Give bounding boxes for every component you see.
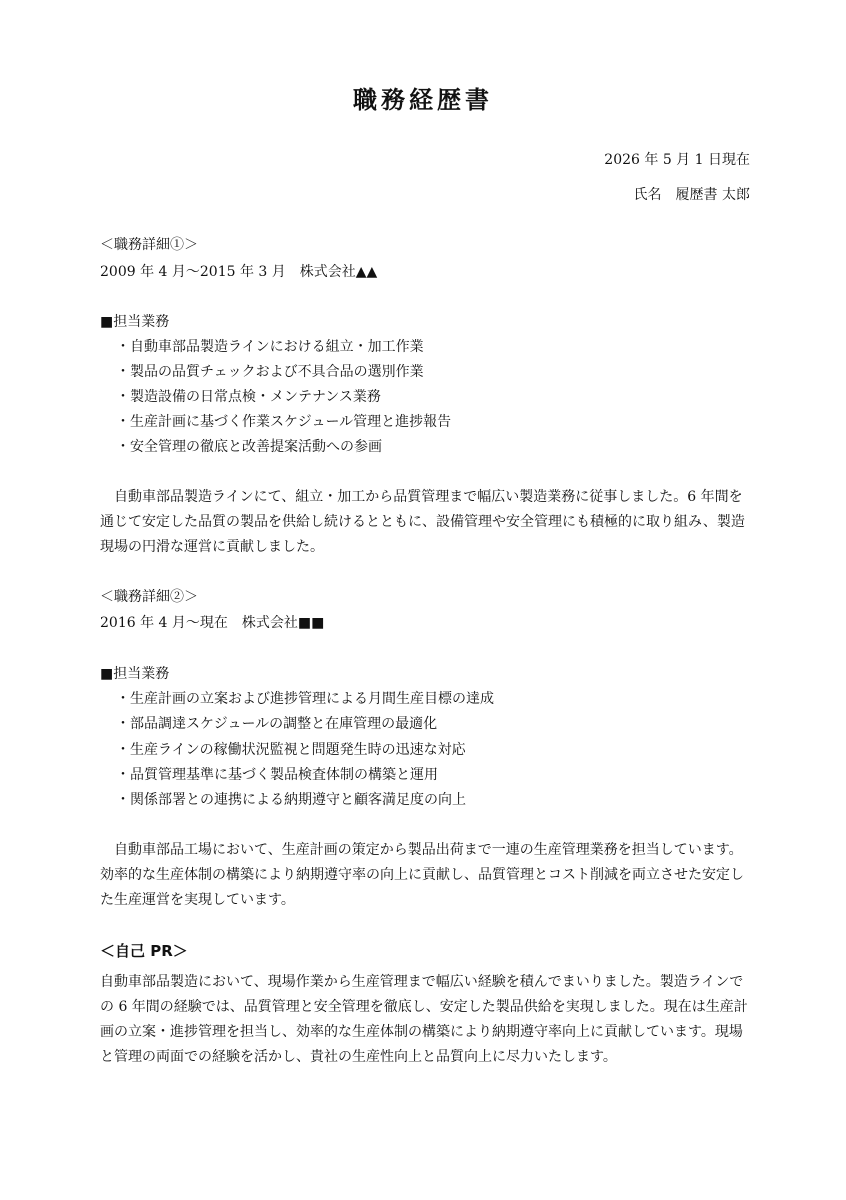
- job2-duty-item: ・部品調達スケジュールの調整と在庫管理の最適化: [116, 716, 438, 732]
- job2-duty-item: ・生産計画の立案および進捗管理による月間生産目標の達成: [116, 691, 494, 707]
- job1-duty-item: ・製造設備の日常点検・メンテナンス業務: [116, 389, 381, 405]
- job2-duties-heading: ■担当業務: [100, 666, 170, 682]
- job2-summary: [100, 838, 748, 913]
- job2-duty-item: ・生産ラインの稼働状況監視と問題発生時の迅速な対応: [116, 742, 466, 758]
- job1-duties-heading: ■担当業務: [100, 314, 170, 330]
- job1-duty-item: ・製品の品質チェックおよび不具合品の選別作業: [116, 364, 424, 380]
- job1-summary-text: 自動車部品製造ラインにて、組立・加工から品質管理まで幅広い製造業務に従事しました。6 年間を通じて安定した品質の製品を供給し続けるとともに、設備管理や安全管理にも積極的に取り組み、製造現場の円滑な運営に貢献しました。: [100, 489, 745, 555]
- self-pr-heading: ＜自己 PR＞: [100, 942, 188, 960]
- job1-duty-item: ・自動車部品製造ラインにおける組立・加工作業: [116, 339, 424, 355]
- job1-duty-item: ・生産計画に基づく作業スケジュール管理と進捗報告: [116, 414, 452, 430]
- self-pr-text: 自動車部品製造において、現場作業から生産管理まで幅広い経験を積んでまいりました。製造ラインでの 6 年間の経験では、品質管理と安全管理を徹底し、安定した製品供給を実現しました。現在は生産計画の立案・進捗管理を担当し、効率的な生産体制の構築により納期遵守率向上に貢献しています。現場と管理の両面での経験を活かし、貴社の生産性向上と品質向上に尽力いたします。: [100, 974, 748, 1065]
- document-date: 2026 年 5 月 1 日現在: [604, 152, 750, 168]
- job2-summary-text: 自動車部品工場において、生産計画の策定から製品出荷まで一連の生産管理業務を担当しています。効率的な生産体制の構築により納期遵守率の向上に貢献し、品質管理とコスト削減を両立させた安定した生産運営を実現しています。: [100, 842, 744, 908]
- job2-heading: ＜職務詳細②＞: [100, 589, 198, 605]
- document-title: 職務経歴書: [353, 86, 493, 114]
- job1-summary: [100, 485, 748, 560]
- job1-period: 2009 年 4 月～2015 年 3 月 株式会社▲▲: [100, 264, 378, 280]
- job1-heading: ＜職務詳細①＞: [100, 237, 198, 253]
- job1-duty-item: ・安全管理の徹底と改善提案活動への参画: [116, 439, 382, 455]
- job2-period: 2016 年 4 月～現在 株式会社■■: [100, 615, 325, 631]
- self-pr-body: [100, 970, 748, 1070]
- applicant-name: 氏名 履歴書 太郎: [633, 187, 750, 203]
- job2-duty-item: ・品質管理基準に基づく製品検査体制の構築と運用: [116, 767, 438, 783]
- job2-duty-item: ・関係部署との連携による納期遵守と顧客満足度の向上: [116, 792, 466, 808]
